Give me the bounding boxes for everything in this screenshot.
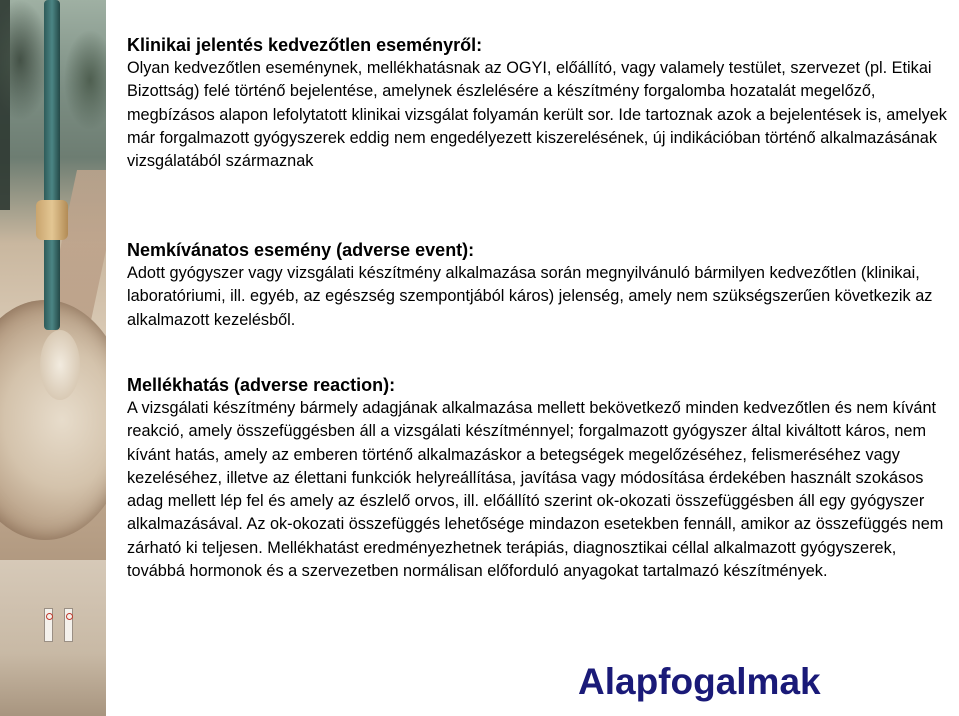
section-heading: Mellékhatás (adverse reaction): bbox=[127, 375, 396, 395]
section-heading: Klinikai jelentés kedvezőtlen eseményről: bbox=[127, 35, 483, 55]
photo-statue-pole bbox=[44, 0, 60, 330]
slide-title: Alapfogalmak bbox=[578, 661, 821, 702]
section-clinical-report bbox=[127, 34, 957, 173]
photo-wall bbox=[0, 560, 106, 716]
section-adverse-reaction bbox=[127, 374, 957, 583]
section-heading: Nemkívánatos esemény (adverse event): bbox=[127, 240, 475, 260]
photo-sign-icon bbox=[64, 608, 73, 642]
section-body: Adott gyógyszer vagy vizsgálati készítmény alkalmazása során megnyilvánuló bármilyen kedvezőtlen (klinikai, laboratóriumi, ill. egyéb, az egészség szempontjából káros) jelenség, amely nem szükségszerűen következik az alkalmazott kezelésből. bbox=[127, 264, 933, 329]
photo-sign-icon bbox=[44, 608, 53, 642]
photo-fountain-center bbox=[40, 330, 80, 400]
section-body: Olyan kedvezőtlen eseménynek, mellékhatásnak az OGYI, előállító, vagy valamely testület, szervezet (pl. Etikai Bizottság) felé történő bejelentése, amelynek észlelésére a készítmény forgalomba hozatalát megelőző, megbízásos alapon lefolytatott klinikai vizsgálat folyamán került sor. Ide tartoznak azok a bejelentések is, amelyek már forgalmazott gyógyszerek eddig nem engedélyezett kiszerelésének, új indikációban történő alkalmazásának vizsgálatából származnak bbox=[127, 59, 947, 171]
section-adverse-event bbox=[127, 239, 957, 332]
decorative-photo bbox=[0, 0, 106, 716]
section-body: A vizsgálati készítmény bármely adagjának alkalmazása mellett bekövetkező minden kedvezőtlen és nem kívánt reakció, amely összefüggésben áll a vizsgálati készítménnyel; forgalmazott gyógyszer által kiváltott káros, nem kívánt hatás, amely az emberen történő alkalmazáskor a betegségek megelőzéséhez, felismeréséhez vagy kezeléséhez, illetve az élettani funkciók helyreállítása, javítása vagy módosítása érdekében használt szokásos adag mellett lép fel és amely az észlelő orvos, ill. előállító szerint ok-okozati összefüggésben áll egy gyógyszer alkalmazásával. Az ok-okozati összefüggés lehetősége mindazon esetekben fennáll, amikor az összefüggés nem zárható ki teljesen. Mellékhatást eredményezhetnek terápiás, diagnosztikai céllal alkalmazott gyógyszerek, továbbá hormonok és a szervezetben normálisan előforduló anyagokat tartalmazó készítmények. bbox=[127, 399, 944, 581]
photo-statue-base bbox=[36, 200, 68, 240]
